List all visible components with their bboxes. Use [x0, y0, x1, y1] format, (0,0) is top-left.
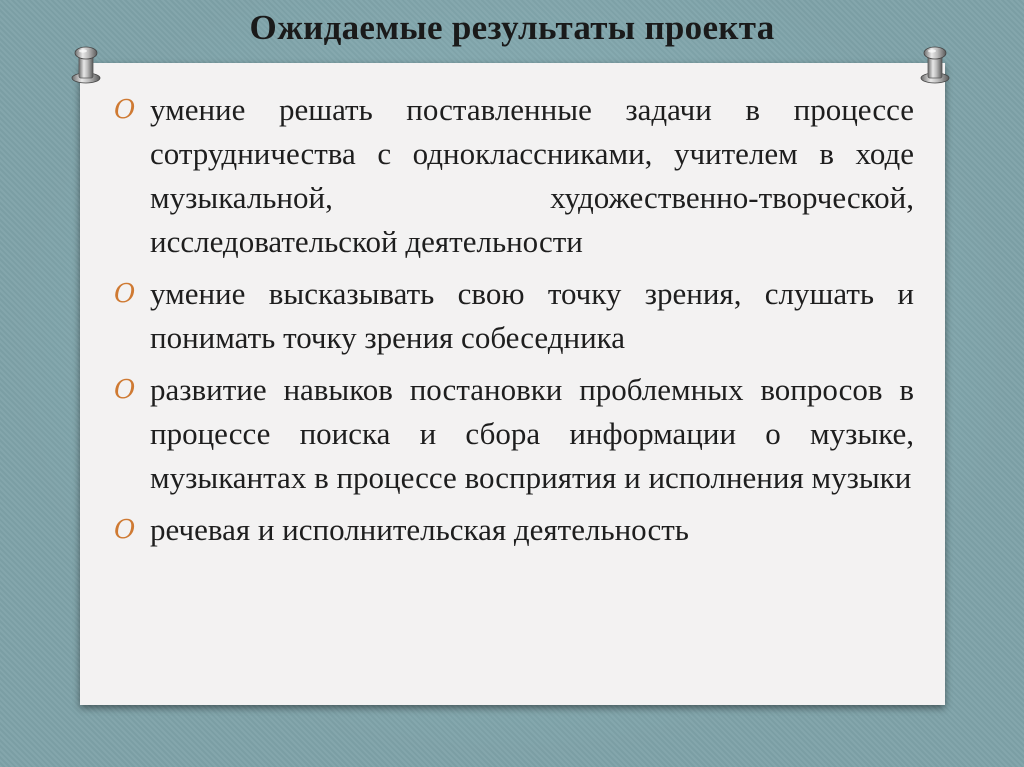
- bullet-text: речевая и исполнительская деятельность: [150, 512, 689, 547]
- bullet-text: умение высказывать свою точку зрения, слушать и понимать точку зрения собеседника: [150, 276, 914, 355]
- bullet-marker-icon: O: [114, 515, 136, 545]
- bullet-marker-icon: O: [114, 279, 136, 309]
- pushpin-icon: [917, 42, 953, 84]
- bullet-item: [114, 508, 914, 552]
- bullet-text: умение решать поставленные задачи в процессе сотрудничества с одноклассниками, учителем в ходе музыкальной, художественно-творческой, исследовательской деятельности: [150, 92, 914, 259]
- bullet-text: развитие навыков постановки проблемных вопросов в процессе поиска и сбора информации о музыке, музыкантах в процессе восприятия и исполнения музыки: [150, 372, 914, 495]
- bullet-marker-icon: O: [114, 95, 136, 125]
- bullet-item: [114, 368, 914, 500]
- bullet-item: [114, 88, 914, 264]
- bullet-list: [114, 88, 914, 560]
- bullet-marker-icon: O: [114, 375, 136, 405]
- slide-title: Ожидаемые результаты проекта: [249, 8, 775, 47]
- bullet-item: [114, 272, 914, 360]
- pushpin-icon: [68, 42, 104, 84]
